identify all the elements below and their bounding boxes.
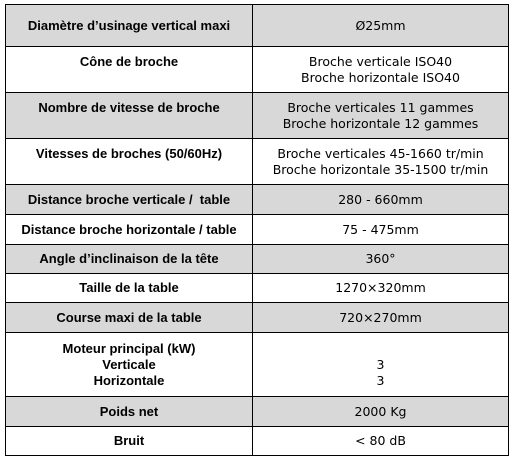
spec-value-line: Broche verticales 11 gammes [287, 99, 474, 115]
spec-value: 720×270mm [339, 309, 422, 325]
spec-value-cell [253, 47, 509, 93]
spec-row-spindle-cone [6, 47, 509, 93]
spec-sublabel-horizontal: Horizontale [93, 372, 165, 388]
spec-label-cell [6, 185, 253, 215]
spec-value-line: Broche verticales 45-1660 tr/min [277, 145, 484, 161]
spec-value-line: Broche horizontale ISO40 [301, 69, 460, 85]
spec-value-cell [253, 185, 509, 215]
spec-label-cell [6, 245, 253, 274]
spec-label: Nombre de vitesse de broche [38, 99, 220, 115]
spec-label-cell [6, 427, 253, 456]
spec-label-cell [6, 274, 253, 303]
spec-row-net-weight [6, 397, 509, 427]
spec-row-spindle-speed-count [6, 93, 509, 139]
spec-row-table-size [6, 274, 509, 303]
spec-row-main-motor [6, 333, 509, 397]
spec-row-spindle-speeds [6, 139, 509, 185]
spec-value-cell [253, 427, 509, 456]
spec-value-cell [253, 245, 509, 274]
spec-label: Diamètre d’usinage vertical maxi [27, 17, 231, 33]
spec-value: 280 - 660mm [338, 191, 423, 207]
spec-label-cell [6, 47, 253, 93]
spec-value: < 80 dB [355, 433, 406, 448]
spec-label: Angle d’inclinaison de la tête [39, 251, 219, 266]
spec-value: 75 - 475mm [342, 221, 419, 237]
spec-row-max-vertical-diameter [6, 5, 509, 47]
spec-value: 360° [365, 251, 396, 266]
spec-label-cell [6, 333, 253, 397]
spec-label: Distance broche verticale / table [27, 191, 231, 207]
spec-value-line: Broche horizontale 12 gammes [282, 115, 479, 131]
spec-label: Distance broche horizontale / table [21, 221, 237, 237]
spec-label: Moteur principal (kW) [62, 340, 196, 356]
spec-label-cell [6, 397, 253, 427]
spec-label-cell [6, 93, 253, 139]
specification-table [5, 4, 509, 456]
spec-label: Vitesses de broches (50/60Hz) [35, 145, 223, 161]
spec-row-head-tilt-angle [6, 245, 509, 274]
spec-sublabel-vertical: Verticale [102, 356, 156, 372]
spec-value-cell [253, 397, 509, 427]
spec-row-horizontal-spindle-distance [6, 215, 509, 245]
spec-row-table-travel [6, 303, 509, 333]
spec-value: Ø25mm [355, 17, 406, 33]
spec-value: 2000 Kg [354, 403, 407, 419]
spec-label: Cône de broche [79, 53, 179, 69]
spec-value-horizontal: 3 [376, 372, 385, 388]
spec-row-vertical-spindle-distance [6, 185, 509, 215]
spec-value-cell [253, 303, 509, 333]
spec-label-cell [6, 303, 253, 333]
spec-value-line: Broche horizontale 35-1500 tr/min [272, 161, 489, 177]
spec-value-cell [253, 93, 509, 139]
spec-value-cell [253, 215, 509, 245]
spec-value-vertical: 3 [376, 356, 385, 372]
spec-label: Taille de la table [79, 280, 179, 295]
spec-value-cell [253, 333, 509, 397]
spec-value-line: Broche verticale ISO40 [308, 53, 453, 69]
spec-label-cell [6, 5, 253, 47]
spec-label: Poids net [99, 403, 159, 419]
spec-label: Course maxi de la table [56, 309, 202, 325]
spec-value-cell [253, 5, 509, 47]
spec-value-cell [253, 139, 509, 185]
spec-value: 1270×320mm [335, 280, 426, 295]
spec-row-noise [6, 427, 509, 456]
spec-label-cell [6, 215, 253, 245]
spec-label: Bruit [113, 433, 145, 448]
spec-value-blank [253, 341, 508, 357]
spec-value-cell [253, 274, 509, 303]
spec-label-cell [6, 139, 253, 185]
